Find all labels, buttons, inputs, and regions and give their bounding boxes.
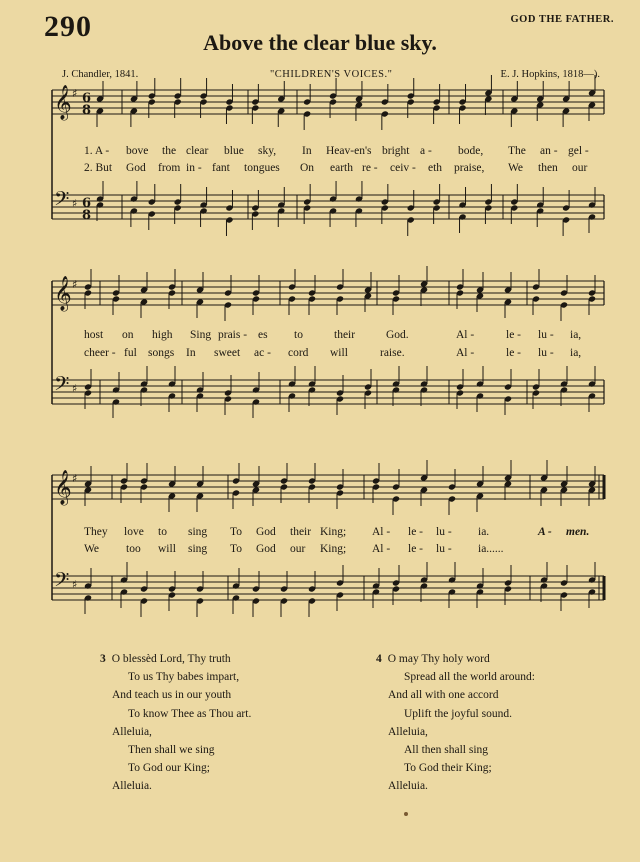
syllable: high [152, 329, 173, 341]
sharp-sign: ♯ [72, 197, 78, 210]
verse-line: Spread all the world around: [404, 671, 535, 684]
time-signature-bottom: 8 [82, 208, 92, 223]
syllable: Sing [190, 329, 212, 341]
verse-line: To us Thy babes impart, [128, 671, 240, 684]
syllable: earth [330, 162, 353, 174]
bass-clef: 𝄢 [54, 187, 70, 215]
syllable: God [256, 526, 276, 538]
sharp-sign: ♯ [72, 382, 78, 395]
syllable: clear [186, 145, 209, 157]
hymn-number: 290 [44, 10, 92, 43]
bass-clef: 𝄢 [54, 568, 70, 596]
sharp-sign: ♯ [72, 578, 78, 591]
sharp-sign: ♯ [72, 278, 78, 291]
verse-line: Uplift the joyful sound. [404, 707, 512, 720]
syllable: bode, [458, 145, 484, 157]
syllable: love [124, 526, 144, 538]
syllable: le - [408, 526, 424, 538]
ink-spot [404, 812, 408, 816]
syllable: will [158, 543, 176, 555]
syllable: lu - [538, 347, 554, 359]
syllable: lu - [436, 526, 452, 538]
syllable: a - [420, 145, 432, 157]
syllable: sing [188, 526, 208, 538]
syllable: raise. [380, 347, 405, 359]
syllable: re - [362, 162, 378, 174]
verse-line: To God our King; [128, 762, 210, 775]
lyric-line [0, 329, 640, 345]
syllable: To [230, 543, 242, 555]
syllable: lu - [538, 329, 554, 341]
syllable: to [294, 329, 303, 341]
syllable: then [538, 162, 558, 174]
syllable: They [84, 526, 108, 538]
syllable: le - [506, 347, 522, 359]
section-heading: GOD THE FATHER. [510, 14, 614, 25]
syllable: bove [126, 145, 149, 157]
syllable: A - [538, 526, 552, 538]
syllable: gel - [568, 145, 589, 157]
sharp-sign: ♯ [72, 472, 78, 485]
syllable: their [334, 329, 356, 341]
verse-4 [376, 650, 535, 796]
syllable: too [126, 543, 141, 555]
lyric-line [0, 347, 640, 363]
syllable: God [126, 162, 146, 174]
verse-line: All then shall sing [404, 744, 489, 757]
syllable: blue [224, 145, 244, 157]
verse-number: 3 [100, 653, 106, 665]
syllable: ia, [570, 347, 582, 359]
syllable: Heav-en's [326, 145, 372, 157]
verse-line: Alleluia, [112, 725, 152, 738]
syllable: on [122, 329, 134, 341]
syllable: ia...... [478, 543, 504, 555]
treble-clef: 𝄞 [54, 470, 72, 505]
syllable: sweet [214, 347, 241, 359]
verse-line: Alleluia, [388, 725, 428, 738]
time-signature-top: 6 [82, 196, 92, 211]
bass-clef: 𝄢 [54, 372, 70, 400]
treble-clef: 𝄞 [54, 276, 72, 311]
syllable: will [330, 347, 348, 359]
syllable: ia. [478, 526, 490, 538]
syllable: In [186, 347, 196, 359]
syllable: 1. A - [84, 145, 110, 157]
syllable: the [162, 145, 177, 157]
syllable: ceiv - [390, 162, 416, 174]
composer-credit: E. J. Hopkins, 1818—). [500, 69, 600, 80]
syllable: We [508, 162, 524, 174]
syllable: God [256, 543, 276, 555]
verse-line: 3 O blessèd Lord, Thy truth [100, 653, 231, 665]
syllable: cord [288, 347, 309, 359]
syllable: ia, [570, 329, 582, 341]
syllable: host [84, 329, 104, 341]
syllable: Al - [372, 526, 391, 538]
verse-line: Then shall we sing [128, 744, 215, 757]
syllable: ac - [254, 347, 271, 359]
syllable: an - [540, 145, 558, 157]
syllable: fant [212, 162, 230, 174]
syllable: le - [408, 543, 424, 555]
syllable: our [290, 543, 306, 555]
syllable: On [300, 162, 315, 174]
syllable: God. [386, 329, 409, 341]
syllable: in - [186, 162, 202, 174]
syllable: praise, [454, 162, 485, 174]
syllable: our [572, 162, 588, 174]
syllable: The [508, 145, 526, 157]
syllable: from [158, 162, 181, 174]
syllable: 2. But [84, 162, 113, 174]
syllable: King; [320, 543, 347, 555]
syllable: tongues [244, 162, 280, 174]
verse-number: 4 [376, 653, 382, 665]
verse-line: Alleluia. [388, 780, 428, 793]
time-signature-bottom: 8 [82, 103, 92, 118]
time-signature-top: 6 [82, 91, 92, 106]
syllable: sky, [258, 145, 277, 157]
syllable: men. [566, 526, 590, 538]
sharp-sign: ♯ [72, 87, 78, 100]
hymn-title: Above the clear blue sky. [203, 30, 437, 55]
syllable: ful [124, 347, 137, 359]
syllable: lu - [436, 543, 452, 555]
verse-line: And teach us in our youth [112, 689, 232, 702]
syllable: songs [148, 347, 175, 359]
verse-line: To know Thee as Thou art. [128, 707, 252, 720]
syllable: to [158, 526, 167, 538]
treble-clef: 𝄞 [54, 85, 72, 120]
syllable: In [302, 145, 312, 157]
lyric-line [0, 526, 640, 542]
verse-line: And all with one accord [388, 689, 499, 702]
verse-3 [100, 650, 251, 796]
lyric-line [0, 543, 640, 559]
verse-line: Alleluia. [112, 780, 152, 793]
verse-line: To God their King; [404, 762, 492, 775]
lyric-line [0, 162, 640, 178]
lyric-line [0, 145, 640, 161]
syllable: le - [506, 329, 522, 341]
syllable: We [84, 543, 100, 555]
syllable: es [258, 329, 268, 341]
syllable: eth [428, 162, 443, 174]
syllable: Al - [372, 543, 391, 555]
author-credit: J. Chandler, 1841. [62, 69, 139, 80]
syllable: prais - [218, 329, 248, 341]
syllable: To [230, 526, 242, 538]
syllable: bright [382, 145, 410, 157]
syllable: sing [188, 543, 208, 555]
syllable: cheer - [84, 347, 116, 359]
syllable: Al - [456, 347, 475, 359]
syllable: their [290, 526, 312, 538]
syllable: Al - [456, 329, 475, 341]
verse-line: 4 O may Thy holy word [376, 653, 490, 665]
performance-direction: "CHILDREN'S VOICES." [270, 69, 393, 80]
syllable: King; [320, 526, 347, 538]
